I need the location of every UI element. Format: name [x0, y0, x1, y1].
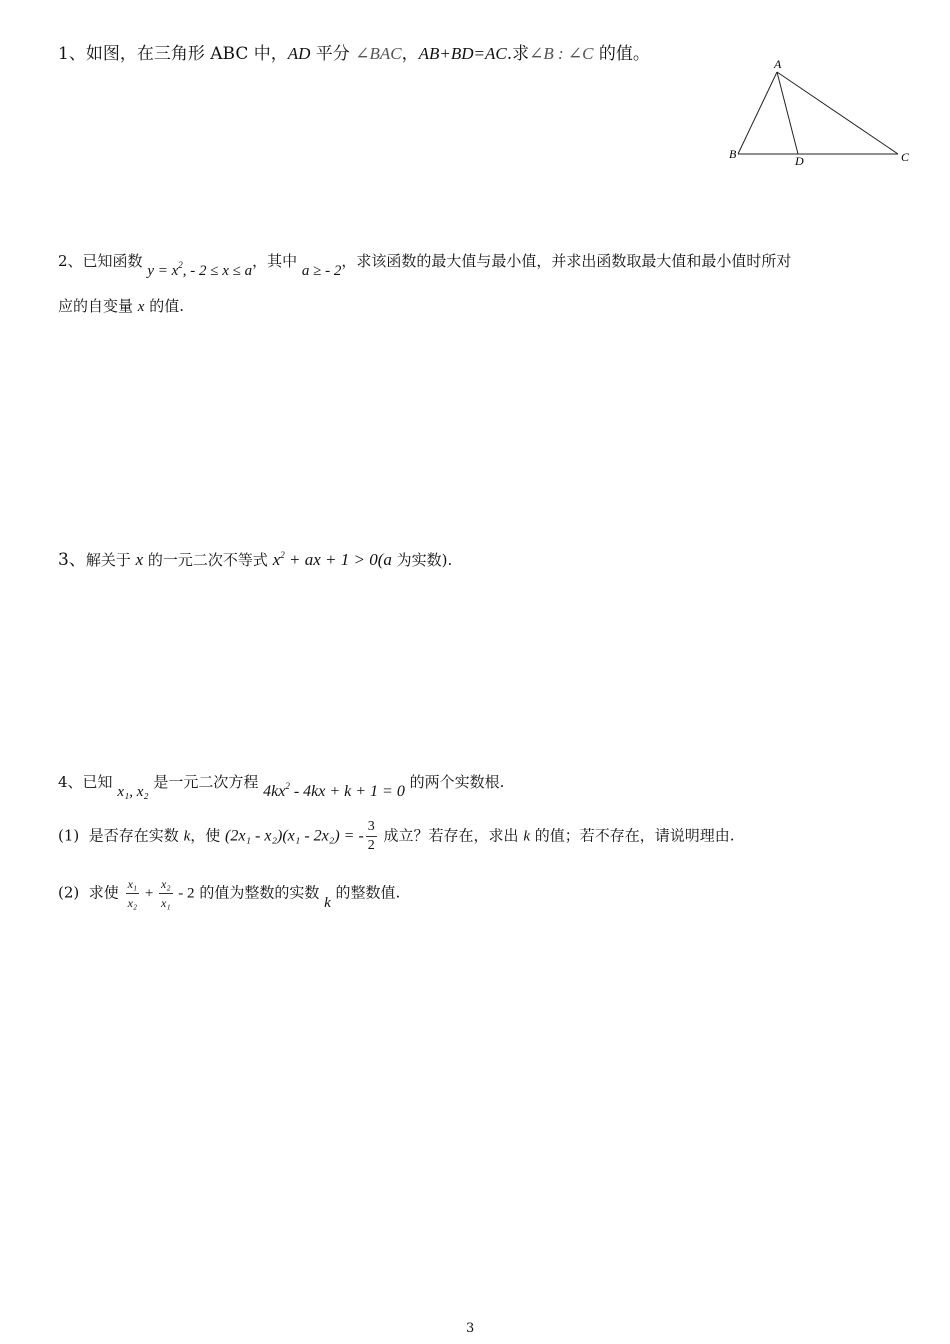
- q4-p1-k2: k: [523, 828, 530, 845]
- q4-p1-text-d: 的值；若不存在，请说明理由.: [530, 826, 735, 845]
- q4-text-c: 的两个实数根.: [404, 773, 505, 791]
- q4-p2-fraction-1: $\frac{\text{x₁}}{\text{x₂}}$: [127, 877, 138, 910]
- q1-text-d: .求: [506, 44, 530, 64]
- q3-ineq: $x^2$ + ax + 1 > 0(a: [272, 550, 392, 569]
- q4-p2-text-a: 求使: [88, 883, 124, 902]
- q2-text-c: ，求该函数的最大值与最小值，并求出函数取最大值和最小值时所对: [341, 252, 792, 270]
- q4-p2-label: (2): [58, 883, 80, 902]
- q3-number: 3、: [58, 550, 86, 570]
- q2-func: $y = x^2$, - 2 ≤ x ≤ a: [147, 260, 253, 279]
- q4-p1-text-b: ，使: [190, 826, 226, 845]
- triangle-figure: [722, 55, 922, 170]
- q4-text-a: 已知: [82, 773, 118, 791]
- q4-p2-text-c: 的整数值.: [330, 883, 401, 902]
- label-a: A: [774, 57, 782, 71]
- q4-number: 4、: [58, 773, 83, 791]
- q4-p1-expr: (2x₁ - x₂)(x₁ - 2x₂) = -: [225, 827, 364, 845]
- question-4: [58, 767, 505, 800]
- question-3: [58, 545, 452, 570]
- q4-text-b: 是一元二次方程: [148, 773, 264, 791]
- q1-text-a: 如图，在三角形 ABC 中，: [85, 44, 288, 64]
- q3-text-b: 的一元二次不等式: [143, 551, 273, 569]
- q4-p1-k: k: [183, 828, 191, 845]
- label-d: D: [795, 154, 804, 168]
- q2-line2-b: 的值.: [144, 297, 184, 315]
- q2-text-a: 已知函数: [82, 252, 148, 270]
- q4-p2-plus: +: [141, 885, 158, 902]
- q2-line2-a: 应的自变量: [58, 297, 138, 315]
- q1-ratio: ∠B : ∠C: [529, 44, 594, 63]
- q4-p2-text-b: 的值为整数的实数: [194, 883, 325, 902]
- q1-text-b: 平分: [310, 44, 356, 64]
- q4-roots: x₁, x₂: [117, 784, 149, 800]
- question-4-part-1: [58, 818, 735, 855]
- question-2-line-2: [58, 296, 184, 317]
- q1-text-e: 的值。: [593, 44, 650, 64]
- q4-p2-k: k: [324, 894, 331, 911]
- q4-p2-minus: - 2: [174, 885, 195, 902]
- q2-text-b: ，其中: [252, 252, 302, 270]
- q1-condition: AB+BD=AC: [418, 44, 507, 63]
- q2-number: 2、: [58, 252, 83, 270]
- page-number: 3: [466, 1321, 475, 1336]
- q3-var: x: [135, 550, 144, 569]
- q2-line2-x: x: [137, 299, 145, 315]
- q3-text-c: 为实数).: [391, 551, 453, 569]
- q3-text-a: 解关于: [85, 551, 136, 569]
- q4-p1-text-c: 成立？若存在，求出: [378, 826, 524, 845]
- q4-p1-label: (1): [58, 826, 80, 845]
- question-1: [58, 44, 650, 64]
- q1-ad: AD: [287, 44, 311, 63]
- q4-p1-fraction: $\frac{3}{2}$: [367, 819, 375, 853]
- label-b: B: [729, 147, 737, 161]
- question-2: [58, 246, 792, 279]
- q1-number: 1、: [58, 44, 86, 64]
- label-c: C: [901, 150, 910, 164]
- q4-p2-fraction-2: $\frac{\text{x₂}}{\text{x₁}}$: [161, 877, 171, 910]
- question-4-part-2: [58, 875, 400, 912]
- q1-angle-bac: ∠BAC: [355, 44, 402, 63]
- q1-text-c: ，: [401, 44, 419, 64]
- q4-equation: $4kx^2 - 4kx + k + 1 = 0$: [263, 781, 405, 800]
- q2-cond: a ≥ - 2: [301, 263, 342, 279]
- q4-p1-text-a: 是否存在实数: [88, 826, 184, 845]
